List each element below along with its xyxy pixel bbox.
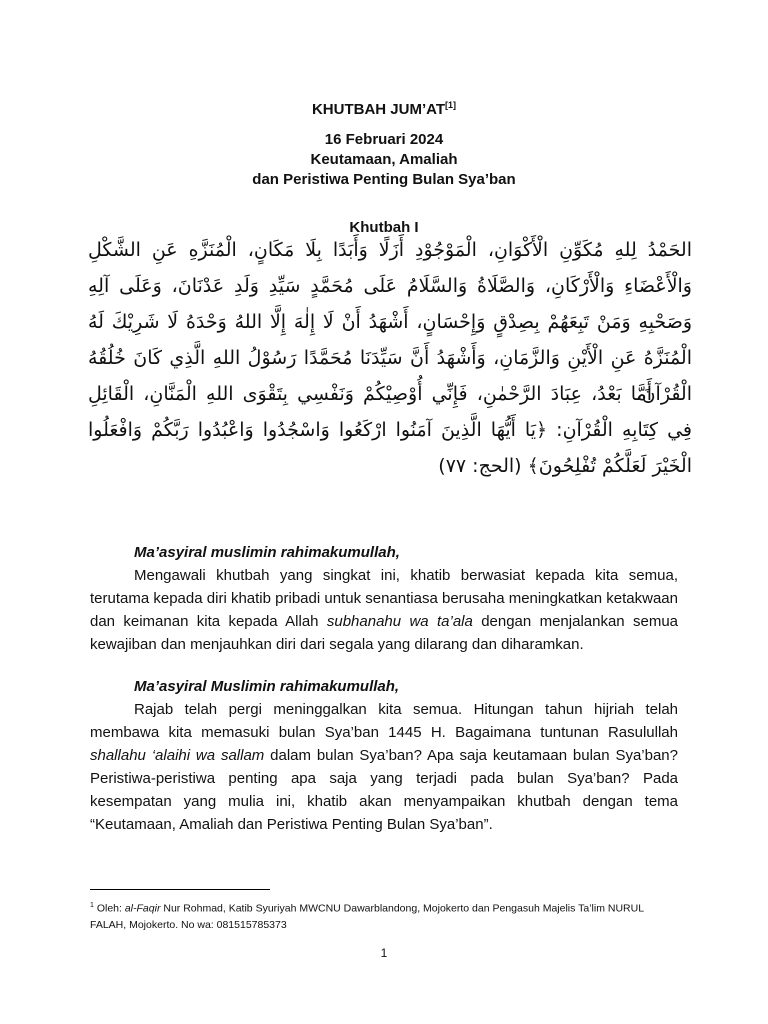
section-1 bbox=[90, 541, 678, 656]
section-1-text-a: Mengawali khutbah yang singkat ini, khatib berwasiat kepada kita semua, terutama kepada diri khatib pribadi untuk senantiasa berusaha meningkatkan ketakwaan dan keimanan kita kepada Allah bbox=[90, 567, 678, 630]
section-1-text-b: dengan menjalankan semua kewajiban dan menjauhkan diri dari segala yang dilarang dan diharamkan. bbox=[90, 613, 679, 653]
section-1-paragraph bbox=[90, 564, 678, 656]
footnote-text: Nur Rohmad, Katib Syuriyah MWCNU Dawarblandong, Mojokerto dan Pengasuh Majelis Ta’lim NURUL FALAH, Mojokerto. No wa: 081515785373 bbox=[90, 902, 644, 931]
section-2-text-a: Rajab telah pergi meninggalkan kita semua. Hitungan tahun hijriah telah membawa kita memasuki bulan Sya’ban 1445 H. Bagaimana tuntunan Rasulullah bbox=[90, 701, 678, 741]
section-heading: Khutbah I bbox=[349, 219, 419, 236]
khutbah-subtitle-line1: Keutamaan, Amaliah bbox=[310, 151, 458, 168]
footnote-italic: al-Faqir bbox=[124, 902, 161, 915]
footnote-number: 1 bbox=[90, 902, 94, 909]
document-title bbox=[0, 100, 768, 120]
arabic-opening-paragraph: الحَمْدُ لِلهِ مُكَوِّنِ الْأَكْوَانِ، الْمَوْجُوْدِ أَزَلًا وَأَبَدًا بِلَا مَكَانٍ، الْمُنَزَّهِ عَنِ الشَّكْلِ وَالْأَعْضَاءِ وَالْأَرْكَانِ، وَالصَّلَاةُ وَالسَّلَامُ عَلَى مُحَمَّدٍ سَيِّدِ وَلَدِ عَدْنَانَ، وَعَلَى آلِهِ وَصَحْبِهِ وَمَنْ تَبِعَهُمْ بِصِدْقٍ وَإِحْسَانٍ، أَشْهَدُ أَنْ لَا إِلٰهَ إِلَّا اللهُ وَحْدَهُ لَا شَرِيْكَ لَهُ الْمُنَزَّهُ عَنِ الْأَيْنِ وَالزَّمَانِ، وَأَشْهَدُ أَنَّ سَيِّدَنَا مُحَمَّدًا رَسُوْلُ اللهِ الَّذِي كَانَ خُلُقُهُ الْقُرْآنَ، bbox=[88, 239, 692, 405]
page-number: 1 bbox=[380, 946, 388, 960]
arabic-wasiat-block bbox=[88, 376, 692, 484]
section-1-greeting: Ma’asyiral muslimin rahimakumullah, bbox=[134, 544, 400, 561]
section-2-text-italic: shallahu ‘alaihi wa sallam bbox=[90, 747, 265, 764]
footnote-prefix: Oleh: bbox=[93, 902, 125, 915]
footnote-reference[interactable]: [1] bbox=[445, 100, 457, 110]
footnote bbox=[90, 898, 680, 933]
section-2-greeting: Ma’asyiral Muslimin rahimakumullah, bbox=[134, 678, 400, 695]
khutbah-date: 16 Februari 2024 bbox=[324, 131, 444, 148]
title-text: KHUTBAH JUM’AT bbox=[311, 101, 446, 118]
section-1-text-italic: subhanahu wa ta’ala bbox=[326, 613, 473, 630]
khutbah-subtitle-line2: dan Peristiwa Penting Bulan Sya’ban bbox=[252, 171, 516, 188]
section-2-text-b: dalam bulan Sya’ban? Apa saja keutamaan bulan Sya’ban? Peristiwa-peristiwa penting apa saja yang terjadi pada bulan Sya’ban? Pada kesempatan yang mulia ini, khatib akan menyampaikan khutbah dengan tema “Keutamaan, Amaliah dan Peristiwa Penting Bulan Sya’ban”. bbox=[90, 747, 678, 833]
section-2-paragraph bbox=[90, 698, 678, 836]
footnote-divider bbox=[90, 889, 270, 890]
title-block bbox=[0, 130, 768, 190]
arabic-wasiat-paragraph: أَمَّا بَعْدُ، عِبَادَ الرَّحْمٰنِ، فَإِنِّي أُوْصِيْكُمْ وَنَفْسِي بِتَقْوَى اللهِ الْمَنَّانِ، الْقَائِلِ فِي كِتَابِهِ الْقُرْآنِ: ﴿يَا أَيُّهَا الَّذِينَ آمَنُوا ارْكَعُوا وَاسْجُدُوا وَاعْبُدُوا رَبَّكُمْ وَافْعَلُوا الْخَيْرَ لَعَلَّكُمْ تُفْلِحُونَ﴾ (الحج: ٧٧) bbox=[88, 383, 692, 477]
section-2 bbox=[90, 675, 678, 836]
